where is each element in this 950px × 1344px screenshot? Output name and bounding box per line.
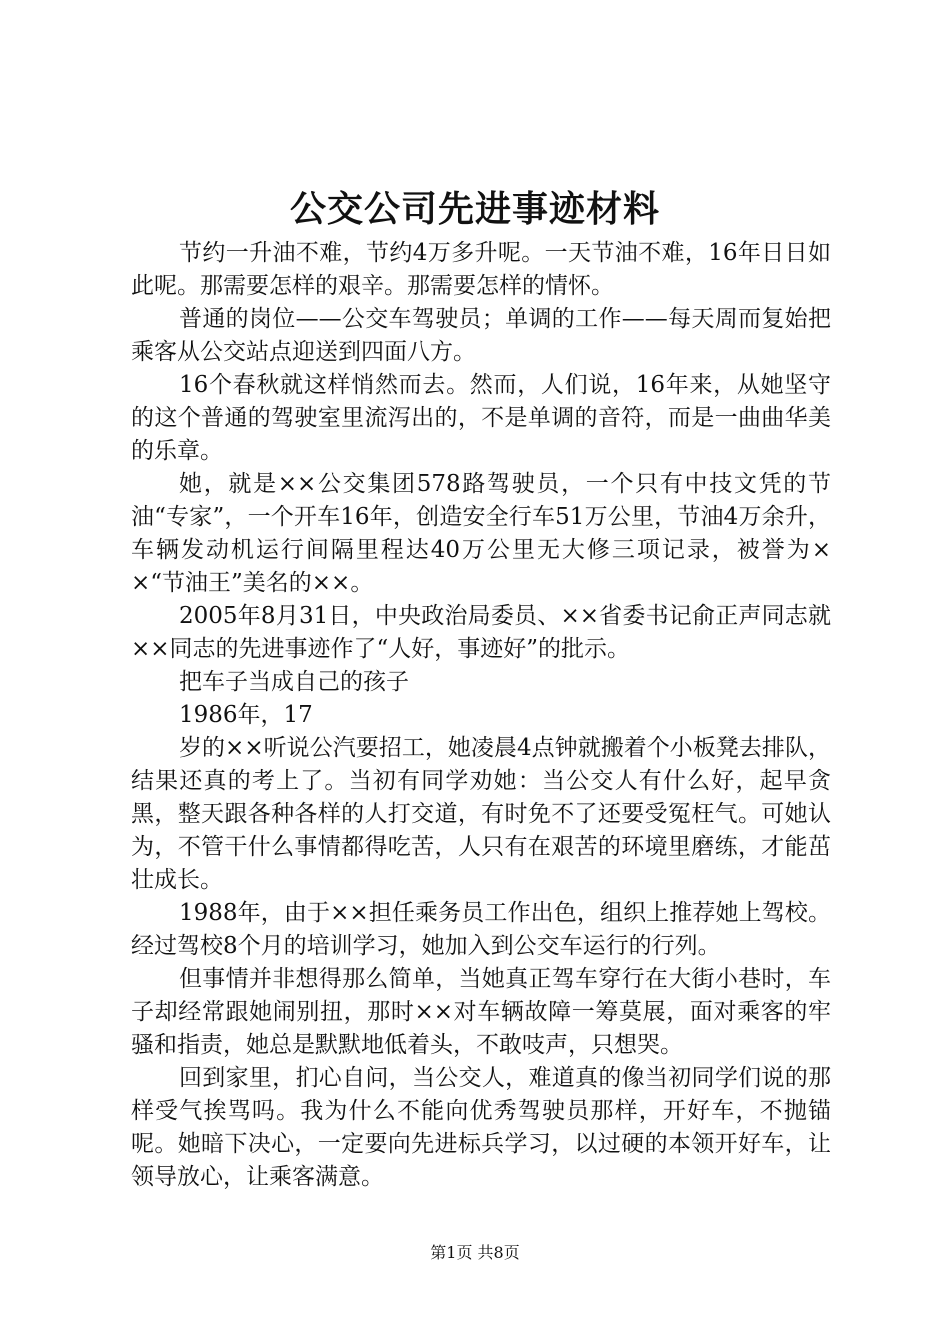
paragraph-3: 16个春秋就这样悄然而去。然而，人们说，16年来，从她坚守的这个普通的驾驶室里流泻出的，不是单调的音符，而是一曲曲华美的乐章。	[131, 372, 831, 464]
paragraph-5: 2005年8月31日，中央政治局委员、××省委书记俞正声同志就××同志的先进事迹作了“人好，事迹好”的批示。	[131, 603, 831, 662]
paragraph-11: 回到家里，扪心自问，当公交人，难道真的像当初同学们说的那样受气挨骂吗。我为什么不能向优秀驾驶员那样，开好车，不抛锚呢。她暗下决心，一定要向先进标兵学习，以过硬的本领开好车，让领导放心，让乘客满意。	[131, 1065, 831, 1190]
page-footer: 第1页 共8页	[430, 1243, 520, 1262]
paragraph-8: 岁的××听说公汽要招工，她凌晨4点钟就搬着个小板凳去排队，结果还真的考上了。当初有同学劝她：当公交人有什么好，起早贪黑，整天跟各种各样的人打交道，有时免不了还要受冤枉气。可她认为，不管干什么事情都得吃苦，人只有在艰苦的环境里磨练，才能茁壮成长。	[131, 735, 831, 893]
document-body	[131, 237, 831, 1194]
paragraph-2: 普通的岗位——公交车驾驶员；单调的工作——每天周而复始把乘客从公交站点迎送到四面八方。	[131, 306, 831, 365]
paragraph-9: 1988年，由于××担任乘务员工作出色，组织上推荐她上驾校。经过驾校8个月的培训学习，她加入到公交车运行的行列。	[131, 900, 831, 959]
section-heading: 把车子当成自己的孩子	[179, 669, 409, 695]
paragraph-1: 节约一升油不难，节约4万多升呢。一天节油不难，16年日日如此呢。那需要怎样的艰辛。那需要怎样的情怀。	[131, 240, 831, 299]
paragraph-10: 但事情并非想得那么简单，当她真正驾车穿行在大街小巷时，车子却经常跟她闹别扭，那时××对车辆故障一筹莫展，面对乘客的牢骚和指责，她总是默默地低着头，不敢吱声，只想哭。	[131, 966, 831, 1058]
document-title: 公交公司先进事迹材料	[289, 188, 660, 230]
paragraph-4: 她，就是××公交集团578路驾驶员，一个只有中技文凭的节油“专家”，一个开车16年，创造安全行车51万公里，节油4万余升，车辆发动机运行间隔里程达40万公里无大修三项记录，被誉为××“节油王”美名的××。	[131, 471, 831, 596]
paragraph-7: 1986年，17	[179, 702, 313, 728]
